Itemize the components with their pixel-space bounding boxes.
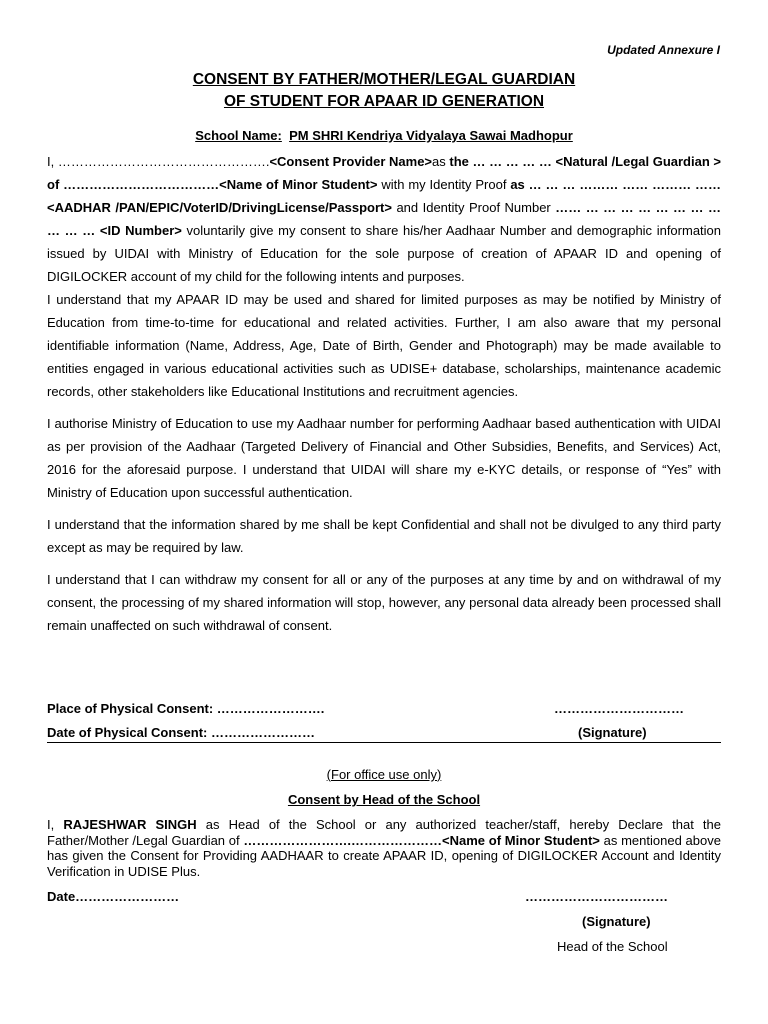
section-divider [47,742,721,743]
p1-blank-student: ……………………………… [59,177,220,192]
p1-text-4: voluntarily give my consent to share his/her Aadhaar Number and demographic information issued by UIDAI with Ministry of Education for the sole purpose of creation of APAAR ID and opening of DIGILOCKER account of my child for the following intents and purposes. [47,223,722,284]
head-name: RAJESHWAR SINGH [63,817,197,832]
p1-provider-field: <Consent Provider Name> [269,154,433,169]
title-line-2: OF STUDENT FOR APAAR ID GENERATION [223,93,545,110]
school-name-value: PM SHRI Kendriya Vidyalaya Sawai Madhopur [289,128,573,143]
head-consent-heading: Consent by Head of the School [287,792,481,807]
date-of-consent-row [47,724,721,742]
head-date-field: Date…………………… [47,889,180,904]
consent-paragraph-2: I understand that my APAAR ID may be used and shared for limited purposes as may be notified by Ministry of Education from time-to-time for educational and related activities. Further, I am also aware that my personal identifiable information (Name, Address, Age, Date of Birth, Gender and Photograph) may be made available to entities engaged in various educational activities such as UDISE+ database, scholarships, maintenance academic records, other stakeholders like Educational Institutions and recruitment agencies. [47,292,721,399]
decl-text-3: as mentioned above has given the Consent for Providing AADHAAR to create APAAR ID, opening of DIGILOCKER Account and Identity Verification in UDISE Plus. [47,832,721,879]
place-of-consent-row [47,700,721,718]
title-line-1: CONSENT BY FATHER/MOTHER/LEGAL GUARDIAN [192,71,576,88]
office-use-text: For office use only [331,767,437,782]
head-declaration [47,817,721,879]
head-of-school-label: Head of the School [557,939,668,954]
p1-text: as [432,154,450,169]
head-signature-dots: …………………………… [525,889,668,904]
p1-id-number-field: …… … … … … … … … … … … … <ID Number> [47,200,721,238]
date-of-consent: Date of Physical Consent: …………………… [47,725,315,740]
p1-id-proof-field: as … … … ……… …… ……… …… <AADHAR /PAN/EPIC/VoterID/DrivingLicense/Passport> [47,177,721,215]
consent-body [47,150,721,637]
decl-text-2: as Head of the School or any authorized teacher/staff, hereby Declare that the Father/Mother /Legal Guardian of [47,817,721,848]
p1-student-field: <Name of Minor Student> [219,177,378,192]
declaration-paragraph [47,817,721,879]
p1-guardian-field: the … … … … … <Natural /Legal Guardian > of [47,154,721,192]
place-of-consent: Place of Physical Consent: ……………………. [47,701,325,716]
consent-paragraph-3: I authorise Ministry of Education to use my Aadhaar number for performing Aadhaar based authentication with UIDAI as per provision of the Aadhaar (Targeted Delivery of Financial and Other Subsidies, Benefits, and Services) Act, 2016 for the aforesaid purpose. I understand that UIDAI will share my e-KYC details, or response of “Yes” with Ministry of Education upon successful authentication. [47,416,721,500]
head-signature-label: (Signature) [582,914,651,929]
office-paren-open: ( [326,767,331,782]
office-paren-close: ) [436,767,442,782]
consent-paragraph-5: I understand that I can withdraw my consent for all or any of the purposes at any time by and on withdrawal of my consent, the processing of my shared information will stop, however, any personal data already been processed shall remain unaffected on such withdrawal of consent. [47,572,721,633]
decl-student-field: …………………….…………………<Name of Minor Student> [243,832,600,848]
annexure-label: Updated Annexure I [607,43,720,57]
signature-label: (Signature) [578,725,647,740]
school-name-label: School Name: [195,128,282,143]
decl-text-1: I, [47,817,64,832]
signature-dots: ………………………… [554,701,684,716]
form-title [0,69,768,113]
consent-paragraph-1 [47,150,721,288]
p1-blank-provider: I, …………………………………………. [47,154,270,169]
office-use-label [0,766,768,784]
p1-text-2: with my Identity Proof [377,177,511,192]
consent-paragraph-4: I understand that the information shared by me shall be kept Confidential and shall not be divulged to any third party except as may be required by law. [47,517,721,555]
school-name-line [0,127,768,145]
head-date-row [47,888,721,906]
p1-text-3: and Identity Proof Number [391,200,556,215]
